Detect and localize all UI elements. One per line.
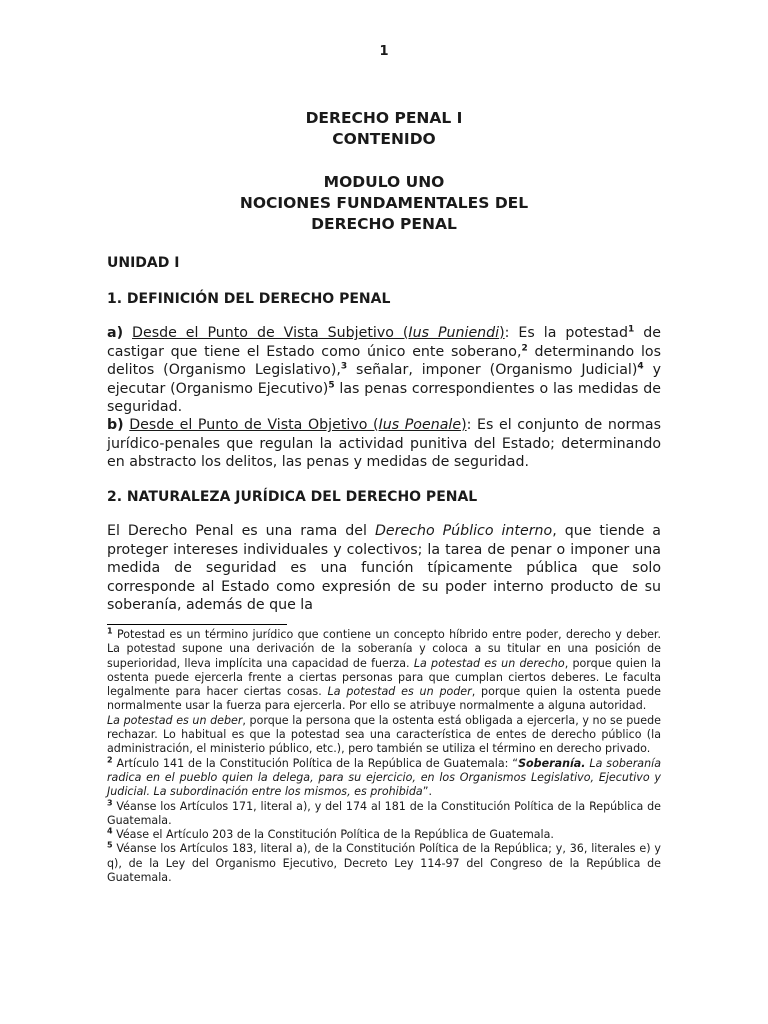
title-line-3: MODULO UNO xyxy=(323,173,445,191)
footnote-1: $^1$ Potestad es un término jurídico que contiene un concepto híbrido entre poder, derecho y deber. La potestad supone una derivación de la soberanía y coloca a su titular en una posición de superioridad, lleva implícita una capacidad de fuerza. La potestad es un derecho, porque quien la ostenta puede ejercerla frente a ciertas personas para que cumplan ciertos deberes. Le faculta legalmente para hacer ciertas cosas. La potestad es un poder, porque quien la ostenta puede normalmente usar la fuerza para ejercerla. Por ello se atribuye normalmente a alguna autoridad. La potestad es un deber, porque la persona que la ostenta está obligada a ejercerla, y no se puede rechazar. Lo habitual es que la potestad sea una característica de entes de derecho público (la administración, el ministerio público, etc.), pero también se utiliza el término en derecho privado. xyxy=(107,626,662,756)
paragraph-subjective: a) Desde el Punto de Vista Subjetivo (Ius Puniendi): Es la potestad$^1$ de castigar que tiene el Estado como único ente soberano,$^2$ determinando los delitos (Organismo Legislativo),$^3$ señalar, imponer (Organismo Judicial)$^4$ y ejecutar (Organismo Ejecutivo)$^5$ las penas correspondientes o las medidas de seguridad. xyxy=(107,324,662,415)
section-1-heading: 1. DEFINICIÓN DEL DERECHO PENAL xyxy=(107,291,391,307)
footnote-ref-5: 5 xyxy=(328,379,335,390)
latin-ius-puniendi: Ius Puniendi xyxy=(408,325,500,341)
document-title xyxy=(0,108,768,235)
paragraph-objective: b) Desde el Punto de Vista Objetivo (Ius Poenale): Es el conjunto de normas jurídico-penales que regulan la actividad punitiva del Estado; determinando en abstracto los delitos, las penas y medidas de seguridad. xyxy=(107,417,661,470)
unit-heading: UNIDAD I xyxy=(107,255,180,271)
footnote-separator xyxy=(107,624,287,625)
item-b-label: b) xyxy=(107,417,124,433)
footnote-ref-2: 2 xyxy=(521,342,528,353)
footnote-ref-4: 4 xyxy=(637,361,644,372)
item-a-label: a) xyxy=(107,325,124,341)
footnote-5: $^5$ Véanse los Artículos 183, literal a), de la Constitución Política de la República; y, 36, literales e) y q), de la Ley del Organismo Ejecutivo, Decreto Ley 114-97 del Congreso de la República de Guatemala. xyxy=(107,840,661,885)
title-line-2: CONTENIDO xyxy=(332,130,436,148)
footnote-2: $^2$ Artículo 141 de la Constitución Política de la República de Guatemala: “Soberanía. La soberanía radica en el pueblo quien la delega, para su ejercicio, en los Organismos Legislativo, Ejecutivo y Judicial. La subordinación entre los mismos, es prohibida”. xyxy=(107,754,661,799)
title-line-5: DERECHO PENAL xyxy=(311,215,457,233)
title-line-4: NOCIONES FUNDAMENTALES DEL xyxy=(239,194,529,212)
objective-title: Desde el Punto de Vista Objetivo (Ius Poenale) xyxy=(129,417,467,433)
section-2-heading: 2. NATURALEZA JURÍDICA DEL DERECHO PENAL xyxy=(107,489,478,505)
footnote-4: $^4$ Véase el Artículo 203 de la Constitución Política de la República de Guatemala. xyxy=(107,826,554,842)
derecho-publico-interno: Derecho Público interno xyxy=(374,523,553,539)
footnotes xyxy=(107,628,661,885)
footnote-3: $^3$ Véanse los Artículos 171, literal a), y del 174 al 181 de la Constitución Política de la República de Guatemala. xyxy=(107,797,661,827)
subjective-title: Desde el Punto de Vista Subjetivo (Ius Puniendi) xyxy=(132,325,505,341)
title-line-1: DERECHO PENAL I xyxy=(305,109,463,127)
latin-ius-poenale: Ius Poenale xyxy=(378,417,462,433)
footnote-ref-3: 3 xyxy=(340,361,348,372)
page-number: 1 xyxy=(379,44,389,59)
paragraph-nature: El Derecho Penal es una rama del Derecho Público interno, que tiende a proteger intereses individuales y colectivos; la tarea de penar o imponer una medida de seguridad es una función típicamente pública que solo corresponde al Estado como expresión de su poder interno producto de su soberanía, además de que la xyxy=(107,523,661,613)
footnote-ref-1: 1 xyxy=(628,324,635,335)
